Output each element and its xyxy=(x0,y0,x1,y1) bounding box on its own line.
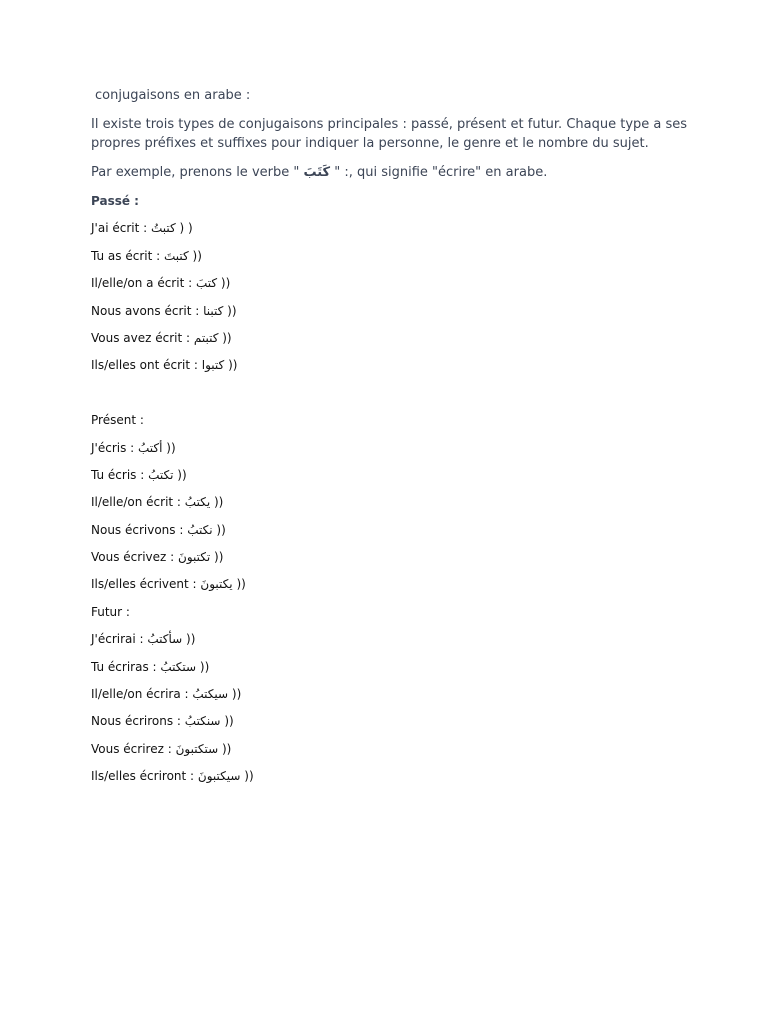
section-spacer xyxy=(91,384,691,411)
line-arabic: سيكتبونَ xyxy=(197,769,241,784)
line-end: )) xyxy=(162,440,176,455)
line-end: )) xyxy=(210,550,224,565)
line-arabic: أكتبُ xyxy=(138,440,163,455)
section-title-passe: Passé : xyxy=(91,194,139,208)
document-page xyxy=(91,86,691,795)
line-end: )) xyxy=(220,714,234,729)
example-verb-arabic: كَتَبَ xyxy=(303,165,331,180)
line-french: Vous écrivez : xyxy=(91,550,178,565)
conjugation-line xyxy=(91,493,691,512)
example-text-before: Par exemple, prenons le verbe " xyxy=(91,165,304,180)
line-french: Vous écrirez : xyxy=(91,741,176,756)
line-end: ) ) xyxy=(175,221,193,236)
line-end: )) xyxy=(196,659,210,674)
line-arabic: كتبتم xyxy=(193,330,219,345)
line-end: )) xyxy=(224,358,238,373)
line-end: )) xyxy=(218,330,232,345)
line-end: )) xyxy=(210,495,224,510)
conjugation-line xyxy=(91,329,691,348)
line-arabic: سأكتبُ xyxy=(147,632,183,647)
conjugation-line xyxy=(91,548,691,567)
conjugation-line xyxy=(91,247,691,266)
section-title-futur: Futur : xyxy=(91,604,130,619)
line-french: Ils/elles écrivent : xyxy=(91,577,201,592)
line-french: Tu as écrit : xyxy=(91,248,164,263)
line-french: J'écris : xyxy=(91,440,139,455)
line-arabic: يكتبونَ xyxy=(200,577,233,592)
example-text-after: " :, qui signifie "écrire" en arabe. xyxy=(330,165,548,180)
section-title-present: Présent : xyxy=(91,413,144,428)
line-end: )) xyxy=(228,687,242,702)
line-end: )) xyxy=(182,632,196,647)
line-french: Ils/elles écriront : xyxy=(91,769,198,784)
line-french: Ils/elles ont écrit : xyxy=(91,358,202,373)
conjugation-line xyxy=(91,439,691,458)
line-arabic: كتبتُ xyxy=(150,221,176,236)
conjugation-line xyxy=(91,521,691,540)
line-arabic: ستكتبُ xyxy=(160,659,197,674)
line-arabic: سيكتبُ xyxy=(192,687,229,702)
conjugation-line xyxy=(91,466,691,485)
conjugation-line xyxy=(91,575,691,594)
conjugation-line xyxy=(91,274,691,293)
conjugation-line xyxy=(91,712,691,731)
conjugation-line xyxy=(91,685,691,704)
line-arabic: تكتبُ xyxy=(148,467,174,482)
line-end: )) xyxy=(217,276,231,291)
line-end: )) xyxy=(173,467,187,482)
conjugation-line xyxy=(91,219,691,238)
line-arabic: كتبنا xyxy=(203,303,224,318)
line-french: Vous avez écrit : xyxy=(91,330,194,345)
line-end: )) xyxy=(218,741,232,756)
line-french: Nous avons écrit : xyxy=(91,303,204,318)
conjugation-line xyxy=(91,630,691,649)
conjugation-line xyxy=(91,356,691,375)
line-arabic: كتبَ xyxy=(195,276,218,291)
line-arabic: نكتبُ xyxy=(187,522,213,537)
line-end: )) xyxy=(188,248,202,263)
line-french: Tu écris : xyxy=(91,467,149,482)
conjugation-line xyxy=(91,658,691,677)
line-french: J'ai écrit : xyxy=(91,221,151,236)
conjugation-line xyxy=(91,740,691,759)
line-french: Il/elle/on a écrit : xyxy=(91,276,196,291)
line-french: Nous écrirons : xyxy=(91,714,185,729)
document-heading: conjugaisons en arabe : xyxy=(95,88,251,103)
line-french: Tu écriras : xyxy=(91,659,161,674)
line-french: Il/elle/on écrira : xyxy=(91,687,193,702)
line-arabic: كتبتَ xyxy=(163,248,189,263)
line-arabic: ستكتبونَ xyxy=(175,741,219,756)
line-end: )) xyxy=(240,769,254,784)
conjugation-line xyxy=(91,767,691,786)
line-french: Nous écrivons : xyxy=(91,522,188,537)
line-end: )) xyxy=(212,522,226,537)
line-french: Il/elle/on écrit : xyxy=(91,495,185,510)
conjugation-line xyxy=(91,302,691,321)
example-sentence xyxy=(91,163,691,182)
line-arabic: تكتبونَ xyxy=(178,550,211,565)
line-arabic: كتبوا xyxy=(201,358,225,373)
line-arabic: يكتبُ xyxy=(184,495,211,510)
line-arabic: سنكتبُ xyxy=(184,714,221,729)
line-end: )) xyxy=(232,577,246,592)
intro-paragraph: Il existe trois types de conjugaisons principales : passé, présent et futur. Chaque type a ses propres préfixes et suffixes pour indiquer la personne, le genre et le nombre du sujet. xyxy=(91,117,688,151)
line-end: )) xyxy=(223,303,237,318)
line-french: J'écrirai : xyxy=(91,632,148,647)
